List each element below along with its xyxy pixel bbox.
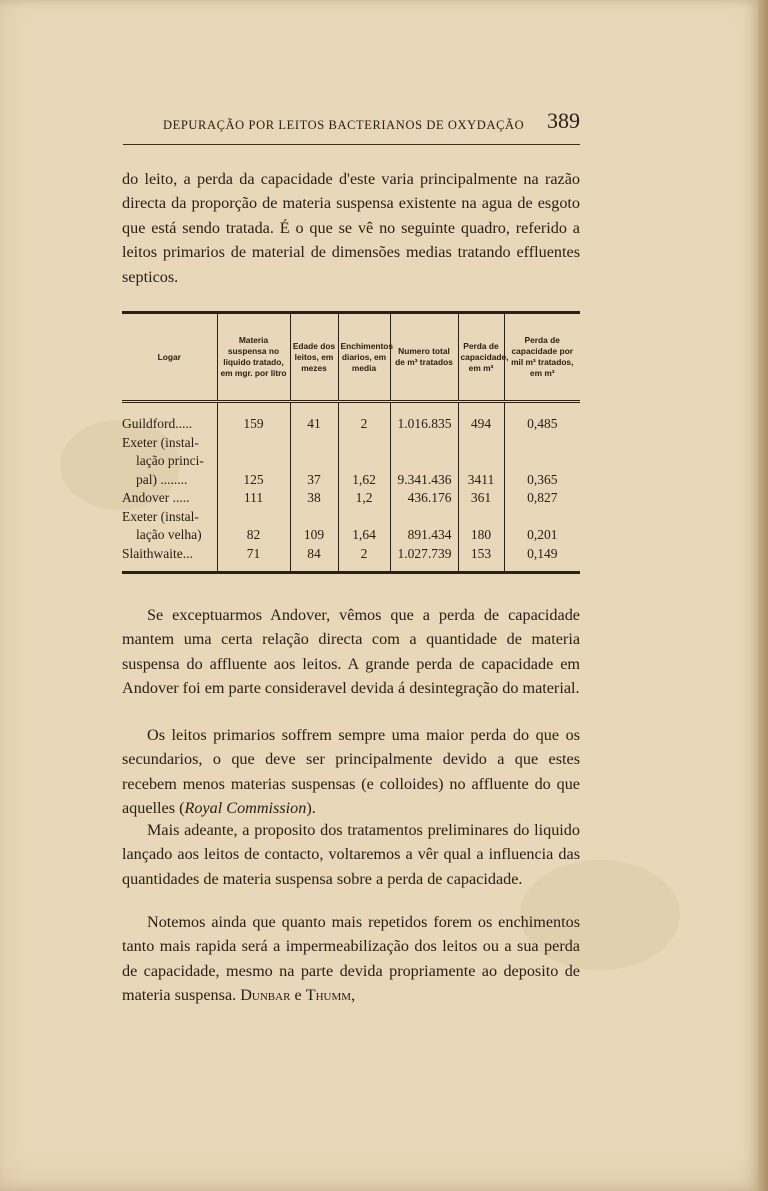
cell-materia: 111 [217, 489, 290, 508]
cell-place [122, 402, 217, 434]
cell-materia: 159 [217, 402, 290, 434]
paragraph-text: e [290, 986, 306, 1005]
cell-perda: 180 [458, 508, 504, 545]
running-title: DEPURAÇÃO POR LEITOS BACTERIANOS DE OXYDAÇÃO [163, 118, 525, 132]
place-line: lação princi- [136, 453, 204, 468]
author-name: Dunbar [240, 986, 291, 1005]
table-row [122, 545, 580, 572]
col-header-total: Numero total de m³ tratados [390, 314, 458, 402]
cell-perda-mil: 0,827 [504, 489, 580, 508]
cell-perda-mil: 0,365 [504, 434, 580, 490]
cell-edade: 109 [290, 508, 338, 545]
author-name: Thumm [305, 986, 352, 1005]
paragraph-text: Os leitos primarios soffrem sempre uma maior perda do que os secundarios, o que deve ser principalmente devido a que estes recebem menos materias suspensas (e colloides) no affluente do que aquelles ( [122, 726, 580, 818]
paragraph-primarios [122, 723, 580, 821]
col-header-perda: Perda de capacidade, em m³ [458, 314, 504, 402]
cell-total: 436.176 [390, 489, 458, 508]
page-number: 389 [547, 108, 580, 133]
cell-place [122, 508, 217, 545]
cell-perda: 3411 [458, 434, 504, 490]
cell-enchimentos: 2 [338, 545, 390, 572]
cell-perda: 361 [458, 489, 504, 508]
cell-total: 9.341.436 [390, 434, 458, 490]
cell-perda-mil: 0,149 [504, 545, 580, 572]
col-header-materia: Materia suspensa no liquido tratado, em mgr. por litro [217, 314, 290, 402]
cell-place [122, 545, 217, 572]
table-row [122, 434, 580, 490]
place-line: Slaithwaite... [122, 545, 193, 561]
cell-perda: 153 [458, 545, 504, 572]
cell-edade: 41 [290, 402, 338, 434]
cell-place [122, 434, 217, 490]
col-header-perda-mil: Perda de capacidade por mil m³ tratados, em m³ [504, 314, 580, 402]
cell-perda-mil: 0,485 [504, 402, 580, 434]
col-header-logar: Logar [122, 314, 217, 402]
table-row [122, 508, 580, 545]
place-line: Guildford..... [122, 416, 193, 431]
cell-place [122, 489, 217, 508]
place-line: Exeter (instal- [122, 434, 199, 450]
running-header [123, 108, 580, 145]
paragraph-adeante: Mais adeante, a proposito dos tratamentos preliminares do liquido lançado aos leitos de contacto, voltaremos a vêr qual a influencia das quantidades de materia suspensa sobre a perda de capacidade. [122, 821, 580, 888]
cell-total: 1.016.835 [390, 402, 458, 434]
place-line: Andover ..... [122, 490, 190, 505]
cell-total: 1.027.739 [390, 545, 458, 572]
paragraph-text: Notemos ainda que quanto mais repetidos forem os enchimentos tanto mais rapida será a impermeabilização dos leitos ou a sua perda de capacidade, mesmo na parte devida propriamente ao deposito de materia suspensa. [122, 913, 580, 1005]
cell-edade: 37 [290, 434, 338, 490]
cell-edade: 38 [290, 489, 338, 508]
cell-perda: 494 [458, 402, 504, 434]
place-line: lação velha) [136, 527, 202, 542]
paragraph-text: ). [306, 799, 316, 818]
cell-enchimentos: 1,62 [338, 434, 390, 490]
cell-total: 891.434 [390, 508, 458, 545]
paragraph-text: , [351, 986, 356, 1005]
cell-enchimentos: 1,2 [338, 489, 390, 508]
place-line: pal) ........ [136, 471, 188, 487]
paragraph-andover: Se exceptuarmos Andover, vêmos que a perda de capacidade mantem uma certa relação directa com a quantidade de materia suspensa do affluente aos leitos. A grande perda de capacidade em Andover foi em parte consideravel devida á desintegração do material. [122, 606, 580, 698]
cell-enchimentos: 2 [338, 402, 390, 434]
data-table [122, 311, 580, 574]
col-header-edade: Edade dos leitos, em mezes [290, 314, 338, 402]
table-row [122, 489, 580, 508]
place-line: Exeter (instal- [122, 508, 199, 524]
book-page-edge [758, 0, 768, 1191]
cell-perda-mil: 0,201 [504, 508, 580, 545]
col-header-enchimentos: Enchimentos diarios, em media [338, 314, 390, 402]
citation-royal-commission: Royal Commission [184, 799, 307, 818]
table-row [122, 402, 580, 434]
cell-enchimentos: 1,64 [338, 508, 390, 545]
cell-edade: 84 [290, 545, 338, 572]
cell-materia: 82 [217, 508, 290, 545]
cell-materia: 71 [217, 545, 290, 572]
cell-materia: 125 [217, 434, 290, 490]
table-header-row [122, 314, 580, 402]
paragraph-intro: do leito, a perda da capacidade d'este varia principalmente na razão directa da proporção de materia suspensa existente na agua de esgoto que está sendo tratada. É o que se vê no seguinte quadro, referido a leitos primarios de material de dimensões medias tratando effluentes septicos. [122, 170, 580, 286]
paragraph-enchimentos [122, 910, 580, 1008]
